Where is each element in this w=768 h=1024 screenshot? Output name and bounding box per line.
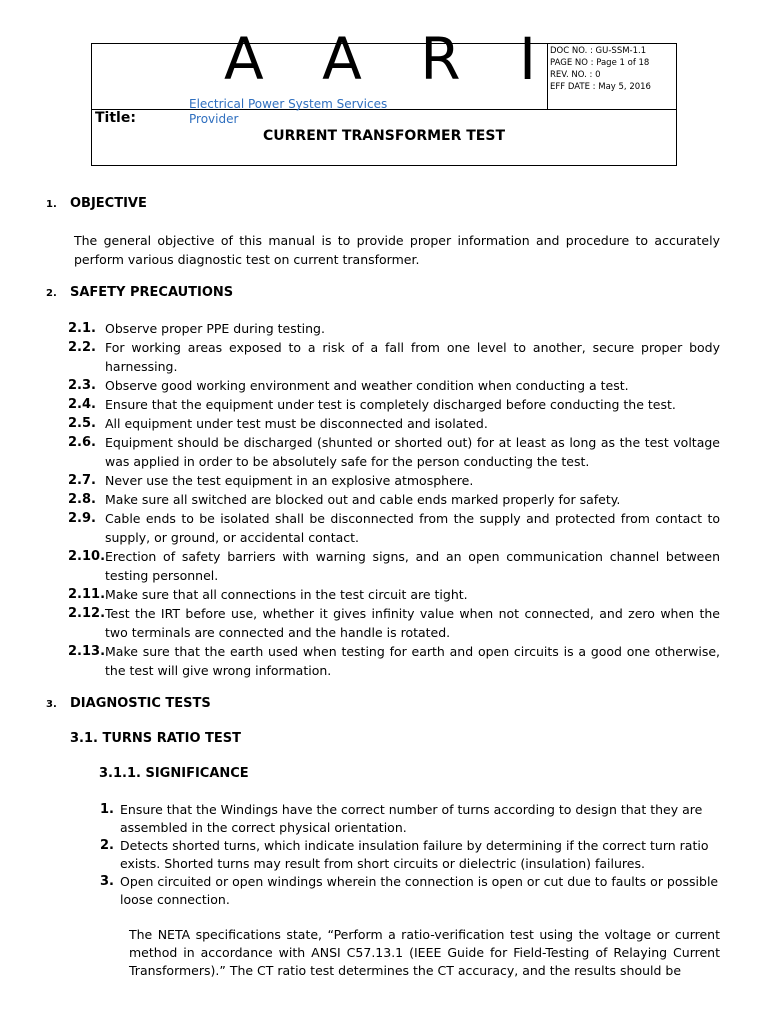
list-item-number: 2.3.: [68, 378, 96, 393]
significance-list: [100, 801, 720, 909]
list-item-number: 3.: [100, 874, 114, 889]
list-item-text: Cable ends to be isolated shall be disconnected from the supply and protected from contact to supply, or ground, or accidental contact.: [105, 511, 720, 545]
effective-date: EFF DATE : May 5, 2016: [550, 82, 651, 92]
list-item-number: 1.: [100, 802, 114, 817]
revision-number: REV. NO. : 0: [550, 70, 601, 80]
list-item-text: Make sure all switched are blocked out and cable ends marked properly for safety.: [105, 492, 621, 507]
list-item-text: Never use the test equipment in an explosive atmosphere.: [105, 473, 474, 488]
list-item: [68, 585, 720, 604]
section-title: DIAGNOSTIC TESTS: [70, 696, 211, 711]
list-item-number: 2.2.: [68, 340, 96, 355]
section-number: 2.: [46, 288, 57, 299]
list-item-text: Make sure that all connections in the test circuit are tight.: [105, 587, 468, 602]
list-item-number: 2.1.: [68, 321, 96, 336]
list-item: [100, 873, 720, 909]
list-item-number: 2.13.: [68, 644, 106, 659]
list-item-number: 2.8.: [68, 492, 96, 507]
list-item-number: 2.7.: [68, 473, 96, 488]
safety-precautions-list: [68, 319, 720, 680]
list-item-text: Observe good working environment and weather condition when conducting a test.: [105, 378, 629, 393]
list-item-text: Make sure that the earth used when testing for earth and open circuits is a good one otherwise, the test will give wrong information.: [105, 644, 720, 678]
company-logo: A A R I: [224, 25, 557, 93]
list-item: [68, 319, 720, 338]
list-item-number: 2.5.: [68, 416, 96, 431]
list-item: [100, 837, 720, 873]
section-heading-diagnostic: [46, 696, 211, 711]
list-item-text: For working areas exposed to a risk of a fall from one level to another, secure proper body harnessing.: [105, 340, 720, 374]
list-item-text: Detects shorted turns, which indicate insulation failure by determining if the correct turn ratio exists. Shorted turns may result from short circuits or dielectric (insulation) failures.: [120, 838, 709, 871]
list-item-text: All equipment under test must be disconnected and isolated.: [105, 416, 488, 431]
list-item: [100, 801, 720, 837]
list-item: [68, 642, 720, 680]
subsection-heading-turns-ratio: 3.1. TURNS RATIO TEST: [70, 731, 242, 746]
list-item-text: Erection of safety barriers with warning signs, and an open communication channel between testing personnel.: [105, 549, 720, 583]
company-tagline: Electrical Power System Services Provider: [189, 97, 388, 126]
subsection-heading-significance: 3.1.1. SIGNIFICANCE: [99, 766, 249, 781]
section-heading-safety: [46, 285, 233, 300]
document-meta: [550, 45, 651, 93]
document-header: [91, 25, 677, 166]
list-item: [68, 376, 720, 395]
list-item-number: 2.11.: [68, 587, 106, 602]
section-title: SAFETY PRECAUTIONS: [70, 285, 234, 300]
section-title: OBJECTIVE: [70, 196, 147, 211]
list-item-number: 2.12.: [68, 606, 106, 621]
page-number: PAGE NO : Page 1 of 18: [550, 58, 650, 68]
list-item-number: 2.: [100, 838, 114, 853]
doc-number: DOC NO. : GU-SSM-1.1: [550, 46, 647, 56]
list-item: [68, 338, 720, 376]
list-item: [68, 433, 720, 471]
list-item: [68, 490, 720, 509]
list-item-number: 2.10.: [68, 549, 106, 564]
list-item-number: 2.6.: [68, 435, 96, 450]
list-item-text: Observe proper PPE during testing.: [105, 321, 325, 336]
list-item: [68, 509, 720, 547]
list-item-text: Ensure that the equipment under test is completely discharged before conducting the test.: [105, 397, 676, 412]
list-item-text: Equipment should be discharged (shunted or shorted out) for at least as long as the test voltage was applied in order to be absolutely safe for the person conducting the test.: [105, 435, 720, 469]
list-item: [68, 547, 720, 585]
list-item-text: Test the IRT before use, whether it gives infinity value when not connected, and zero when the two terminals are connected and the handle is rotated.: [105, 606, 720, 640]
list-item-number: 2.9.: [68, 511, 96, 526]
title-label: Title:: [95, 110, 136, 126]
document-title: CURRENT TRANSFORMER TEST: [262, 128, 505, 144]
section-heading-objective: [46, 196, 147, 211]
list-item: [68, 414, 720, 433]
list-item: [68, 395, 720, 414]
list-item: [68, 604, 720, 642]
neta-paragraph: The NETA specifications state, “Perform a ratio-verification test using the voltage or current method in accordance with ANSI C57.13.1 (IEEE Guide for Field-Testing of Relaying Current Transformers).” The CT ratio test determines the CT accuracy, and the results should be: [129, 927, 720, 978]
list-item-text: Ensure that the Windings have the correct number of turns according to design that they are assembled in the correct physical orientation.: [120, 802, 703, 835]
objective-paragraph: The general objective of this manual is to provide proper information and procedure to accurately perform various diagnostic test on current transformer.: [74, 233, 720, 267]
section-number: 1.: [46, 199, 57, 210]
list-item: [68, 471, 720, 490]
list-item-number: 2.4.: [68, 397, 96, 412]
list-item-text: Open circuited or open windings wherein the connection is open or cut due to faults or possible loose connection.: [120, 874, 719, 907]
section-number: 3.: [46, 699, 57, 710]
